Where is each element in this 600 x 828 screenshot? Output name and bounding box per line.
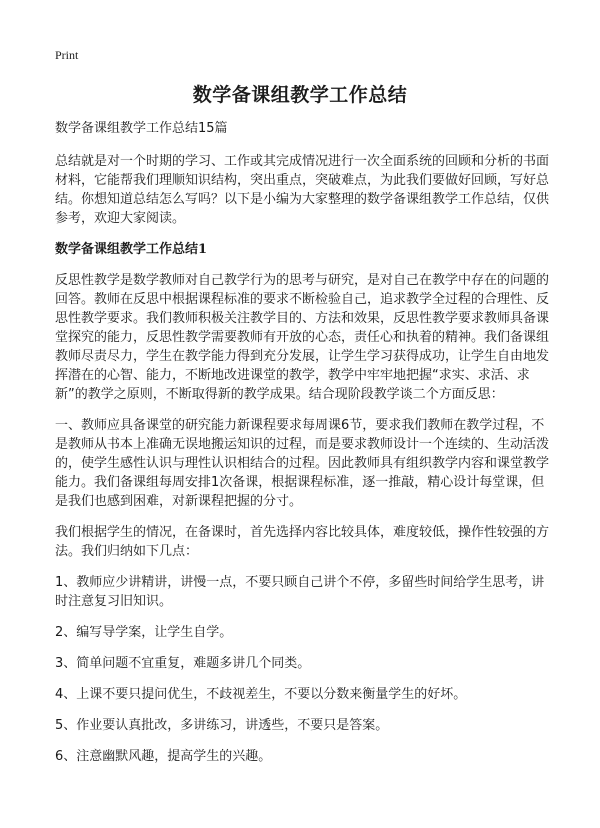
document-subtitle: 数学备课组教学工作总结15篇: [55, 121, 228, 136]
body-paragraph: 我们根据学生的情况，在备课时，首先选择内容比较具体，难度较低，操作性较强的方法。我们归纳如下几点：: [55, 525, 550, 559]
intro-paragraph: 总结就是对一个时期的学习、工作或其完成情况进行一次全面系统的回顾和分析的书面材料，它能帮我们理顺知识结构，突出重点，突破难点，为此我们要做好回顾，写好总结。你想知道总结怎么写吗？以下是小编为大家整理的数学备课组教学工作总结，仅供参考，欢迎大家阅读。: [55, 154, 550, 226]
document-body: [55, 119, 555, 778]
body-paragraph: 一、教师应具备课堂的研究能力新课程要求每周课6节，要求我们教师在教学过程，不是教师从书本上准确无误地搬运知识的过程，而是要求教师设计一个连续的、生动活泼的，使学生感性认识与理性认识相结合的过程。因此教师具有组织教学内容和课堂教学能力。我们备课组每周安排1次备课，根据课程标准，逐一推敲，精心设计每堂课，但是我们也感到困难，对新课程把握的分寸。: [55, 418, 550, 509]
list-item: 2、编写导学案，让学生自学。: [55, 625, 233, 640]
print-link[interactable]: Print: [55, 48, 79, 62]
list-item: 4、上课不要只提问优生，不歧视差生，不要以分数来衡量学生的好坏。: [55, 687, 467, 702]
list-item: 3、简单问题不宜重复，难题多讲几个同类。: [55, 656, 311, 671]
list-item: 1、教师应少讲精讲，讲慢一点，不要只顾自己讲个不停，多留些时间给学生思考，讲时注意复习旧知识。: [55, 575, 545, 609]
section-heading: 数学备课组教学工作总结1: [55, 242, 208, 257]
body-paragraph: 反思性教学是数学教师对自己教学行为的思考与研究，是对自己在教学中存在的问题的回答。教师在反思中根据课程标准的要求不断检验自己，追求教学全过程的合理性、反思性教学要求。我们教师积极关注教学目的、方法和效果，反思性教学要求教师具备课堂探究的能力，反思性教学需要教师有开放的心态，责任心和执着的精神。我们备课组教师尽责尽力，学生在教学能力得到充分发展，让学生学习获得成功，让学生自由地发挥潜在的心智、能力，不断地改进课堂的教学，教学中牢牢地把握“求实、求活、求新”的教学之原则，不断取得新的教学成果。结合现阶段教学谈二个方面反思：: [55, 273, 550, 402]
list-item: 5、作业要认真批改，多讲练习，讲透些，不要只是答案。: [55, 718, 389, 733]
page-title: 数学备课组教学工作总结: [192, 84, 408, 106]
list-item: 6、注意幽默风趣，提高学生的兴趣。: [55, 749, 272, 764]
